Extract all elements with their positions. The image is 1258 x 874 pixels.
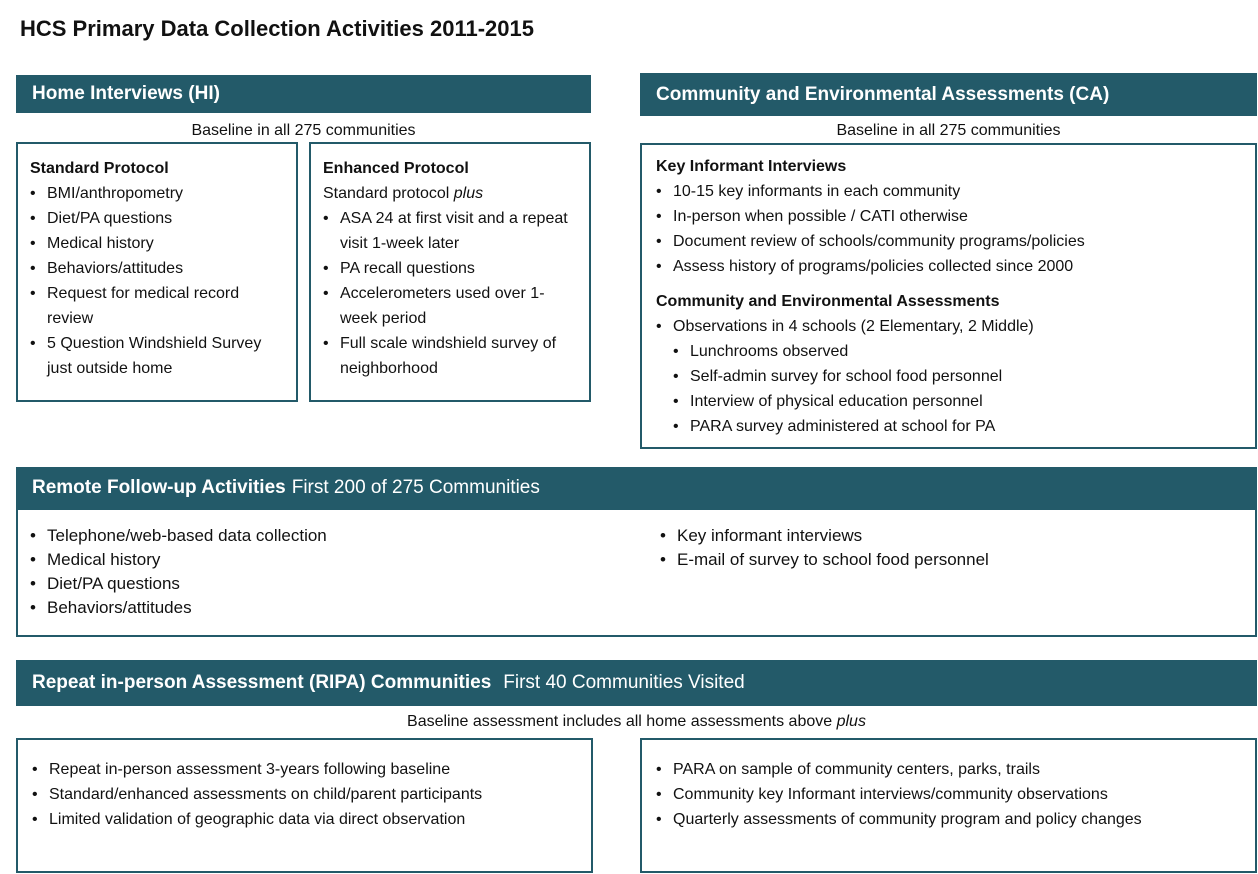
ripa-caption-emphasis: plus [836,713,866,730]
intro-text: Standard protocol [323,185,450,202]
cea-title: Community and Environmental Assessments [656,293,1000,310]
list-item: • 5 Question Windshield Survey just outside home [30,331,284,381]
list-item: • Diet/PA questions [30,206,284,231]
ripa-left-list [32,757,577,832]
ca-header: Community and Environmental Assessments (CA) [640,73,1257,116]
kii-list [656,179,1241,279]
enhanced-protocol-box [309,142,591,402]
list-item: • Behaviors/attitudes [30,596,327,620]
list-item: • Key informant interviews [660,524,989,548]
enhanced-protocol-title: Enhanced Protocol [323,160,469,177]
list-item: • Accelerometers used over 1-week period [323,281,577,331]
list-item: • PARA survey administered at school for PA [673,414,1241,439]
remote-header [16,467,1257,508]
remote-header-light: First 200 of 275 Communities [291,476,540,498]
list-item: • Medical history [30,548,327,572]
ripa-right-list [656,757,1241,832]
list-item: • Interview of physical education personnel [673,389,1241,414]
enhanced-protocol-list [323,206,577,381]
ripa-right-box [640,738,1257,873]
cea-list [656,314,1241,439]
standard-protocol-list [30,181,284,381]
list-item: • Medical history [30,231,284,256]
hi-caption: Baseline in all 275 communities [191,122,416,139]
list-item: • E-mail of survey to school food personnel [660,548,989,572]
remote-box [16,508,1257,637]
list-item: • Telephone/web-based data collection [30,524,327,548]
list-item: • Community key Informant interviews/community observations [656,782,1241,807]
list-item: • Limited validation of geographic data via direct observation [32,807,577,832]
remote-right-list [660,524,989,572]
remote-header-bold: Remote Follow-up Activities [32,476,286,498]
standard-protocol-box [16,142,298,402]
list-item: • Document review of schools/community programs/policies [656,229,1241,254]
list-item: • PA recall questions [323,256,577,281]
enhanced-protocol-intro [323,181,577,206]
ca-box [640,143,1257,449]
list-item: • Lunchrooms observed [673,339,1241,364]
list-item: • Full scale windshield survey of neighborhood [323,331,577,381]
ripa-caption-text: Baseline assessment includes all home assessments above [407,713,833,730]
standard-protocol-title: Standard Protocol [30,160,169,177]
list-item: • Observations in 4 schools (2 Elementary, 2 Middle) [656,314,1241,339]
list-item: • Behaviors/attitudes [30,256,284,281]
ripa-header-bold: Repeat in-person Assessment (RIPA) Communities [32,672,492,693]
list-item: • Diet/PA questions [30,572,327,596]
list-item: • Standard/enhanced assessments on child/parent participants [32,782,577,807]
ripa-header-light: First 40 Communities Visited [503,672,745,693]
list-item: • 10-15 key informants in each community [656,179,1241,204]
kii-title: Key Informant Interviews [656,158,847,175]
page-title: HCS Primary Data Collection Activities 2011-2015 [20,16,534,41]
list-item: • BMI/anthropometry [30,181,284,206]
hi-header: Home Interviews (HI) [16,75,591,113]
list-item: • PARA on sample of community centers, parks, trails [656,757,1241,782]
ripa-header [16,660,1257,706]
list-item: • Repeat in-person assessment 3-years following baseline [32,757,577,782]
intro-emphasis: plus [453,185,484,202]
remote-left-list [30,524,327,620]
list-item: • ASA 24 at first visit and a repeat visit 1-week later [323,206,577,256]
ripa-caption [16,713,1257,731]
list-item: • Quarterly assessments of community program and policy changes [656,807,1241,832]
list-item: • Request for medical record review [30,281,284,331]
list-item: • In-person when possible / CATI otherwise [656,204,1241,229]
ripa-left-box [16,738,593,873]
list-item: • Self-admin survey for school food personnel [673,364,1241,389]
list-item: • Assess history of programs/policies collected since 2000 [656,254,1241,279]
ca-caption: Baseline in all 275 communities [836,122,1061,139]
